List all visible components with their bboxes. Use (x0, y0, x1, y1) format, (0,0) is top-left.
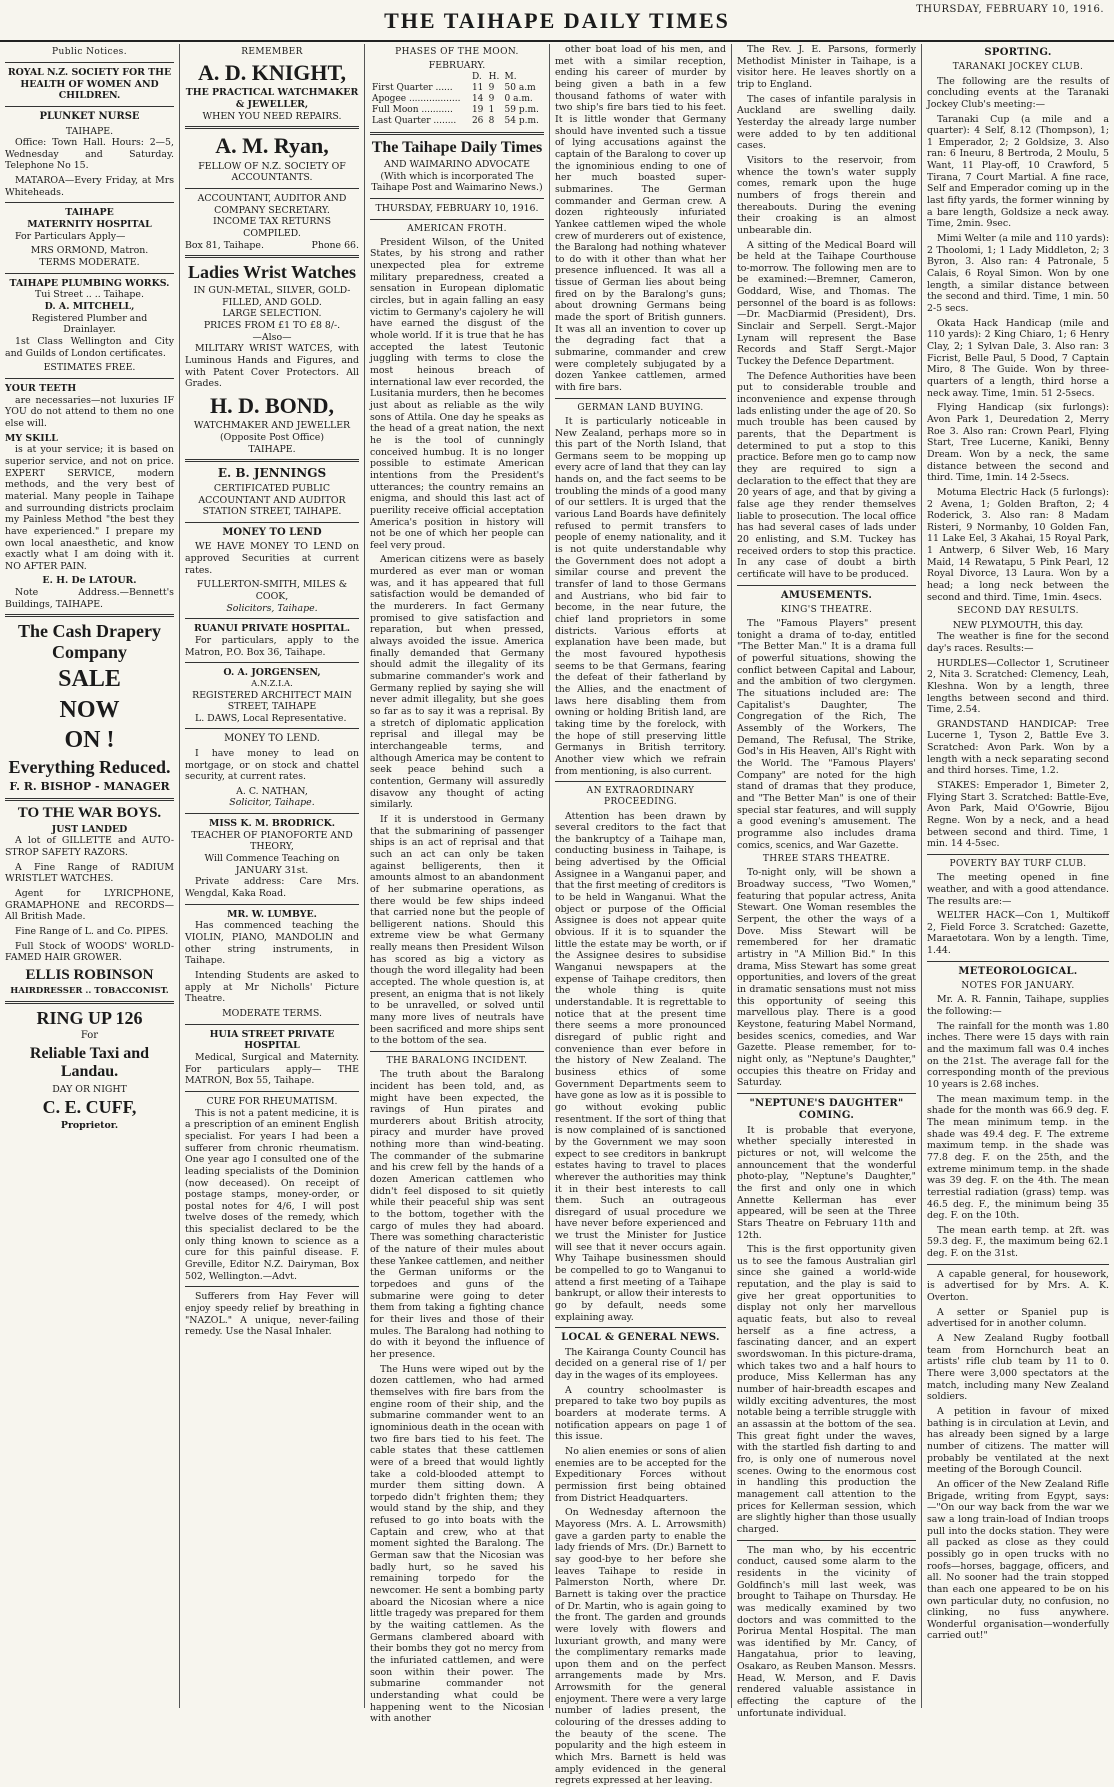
moon-row (370, 105, 544, 116)
moon-cell: Full Moon ........... (372, 105, 453, 116)
daws-rep: L. DAWS, Local Representative. (195, 712, 347, 724)
notes-january-heading: NOTES FOR JANUARY. (961, 981, 1075, 992)
cash-drapery-heading: The Cash Drapery Company (18, 621, 161, 663)
nathan-sub: Solicitor, Taihape. (229, 797, 315, 809)
estimates-free: ESTIMATES FREE. (43, 362, 136, 374)
plymouth-p: The weather is fine for the second day's races. Results:— (927, 631, 1109, 654)
kings-theatre-heading: KING'S THEATRE. (780, 604, 873, 615)
column-6 (922, 44, 1114, 1708)
plymouth-dateline: NEW PLYMOUTH, this day. (952, 619, 1084, 631)
bishop-manager: F. R. BISHOP - MANAGER (9, 779, 170, 793)
brodrick-address: Private address: Care Mrs. Wengdal, Kaka Road. (185, 876, 359, 900)
local-p1: The Kairanga County Council has decided on a general rise of 1/ per day in the wages of its employees. (555, 1346, 726, 1382)
ellis-sub: HAIRDRESSER .. TOBACCONIST. (10, 986, 169, 997)
news-p3: A New Zealand Rugby football team from Hornchurch beat an artists' rifle club team by 11 to 0. There were 3,000 spectators at the match, including many New Zealand soldiers. (927, 1333, 1109, 1403)
bond-sub: WATCHMAKER AND JEWELLER (193, 420, 351, 432)
sport-p6: Motuma Electric Hack (5 furlongs): 2 Avena, 1; Golden Brafton, 2; 4 Roderick, 3. Also ran: 8 Madam Risteri, 9 Normanby, 10 Golden Fan, 11 Lake Eel, 3 Akahai, 15 Royal Park, 1 Antwerp, 6 Silver Web, 16 Mary Maid, 14 Rewatapu, 5 Pink Pearl, 12 Royal Divorce, 13 Laura. Won by a head; a long neck between the second and third. Time, 1min. 4secs. (927, 486, 1109, 603)
now-word: NOW (59, 696, 120, 723)
sport-p3: Mimi Welter (a mile and 110 yards): 2 Thoolomi, 1; 1 Lady Middleton, 2; 3 Byron, 3. Also ran: 4 Patronale, 5 Calais, 6 Royal Simon. Won by one length, a similar distance between the second and third. Time, 1 min. 50 2-5 secs. (927, 233, 1109, 315)
moon-row (370, 83, 544, 94)
wrist-metal: IN GUN-METAL, SILVER, GOLD-FILLED, AND GOLD. (193, 285, 351, 308)
local-general-heading: LOCAL & GENERAL NEWS. (561, 1332, 720, 1344)
moon-cell: Last Quarter ........ (372, 116, 457, 127)
lyrichone-notice: Agent for LYRICPHONE, GRAMAPHONE and RECORDS—All British Made. (5, 888, 174, 923)
also-word: —Also— (252, 331, 292, 343)
on-word: ON ! (64, 727, 115, 754)
neptune-p2: This is the first opportunity given us to see the famous Australian girl since she gained a world-wide reputation, and the play is said to give her great opportunities to display not only her marvellous aquatic feats, but also to reveal herself as a fine actress, a fascinating dancer, and an expert swordswoman. In this picture-drama, which takes two and a half hours to produce, Miss Kellerman has any number of hair-breadth escapes and wildly exciting adventures, the most notable being a terrible struggle with an assassin at the bottom of the sea. This great fight under the waves, with the startled fish darting to and fro, is only one of numerous novel scenes. Owing to the enormous cost in handling this production the management call attention to the prices for Kellerman session, which are slightly higher than those usually charged. (737, 1244, 916, 1535)
bond-place: TAIHAPE. (248, 443, 296, 455)
baralong-p2: The Huns were wiped out by the dozen cattlemen, who had armed themselves with fire bars from the engine room of their ship, and the submarine commander went to an ignominious death in the ocean with two fire bars tied to his feet. The cable states that these cattlemen were of a breed that would lightly take a cold-blooded attempt to murder them sitting down. A torpedo didn't frighten them; they would stand by the ship, and they refused to go into boats with the Captain and crew, who at that moment sighted the Baralong. The German saw that the Nicosian was badly hurt, so he saved his remaining torpedo for the newcomer. He sent a bombing party aboard the Nicosian where a nice little tragedy was prepared for them by the waiting cattlemen. As the Germans clambered aboard with their bombs they got no mercy from the infuriated cattlemen, and were soon within their power. The submarine commander not understanding what could be happening went to the Nicosian with another (370, 1363, 544, 1725)
huia-heading: HUIA STREET PRIVATE HOSPITAL (209, 1028, 335, 1052)
money-to-lend-2: MONEY TO LEND. (224, 733, 320, 745)
for-word: For (80, 1030, 99, 1042)
ring-up: RING UP 126 (36, 1007, 143, 1028)
radium-notice: A Fine Range of RADIUM WRISTLET WATCHES. (5, 861, 174, 885)
lumbye-name: MR. W. LUMBYE. (227, 908, 317, 920)
bond-opposite: (Opposite Post Office) (219, 431, 325, 443)
everything-reduced: Everything Reduced. (8, 757, 171, 778)
ryan-name: A. M. Ryan, (215, 133, 329, 159)
ryan-tax: INCOME TAX RETURNS COMPILED. (212, 216, 332, 239)
moon-header-row (370, 72, 544, 83)
sport-p4: Okata Hack Handicap (mile and 110 yards): 2 King Chiaro, 1; 6 Henry Clay, 2; 1 Sylvan Dale, 3. Also ran: 3 Ficrist, Belle Paul, 5 Dood, 7 Captain Miro, 8 The Guide. Won by three-quarters of a length, third horse a neck away. Time, 1min. 51 2-5secs. (927, 317, 1109, 399)
terms-moderate: TERMS MODERATE. (39, 257, 140, 269)
nathan-name: A. C. NATHAN, (236, 785, 308, 797)
column-2 (180, 44, 365, 1708)
mitchell-sub: Registered Plumber and Drainlayer. (31, 312, 148, 336)
public-notices-heading: Public Notices. (52, 47, 127, 57)
moon-heading: PHASES OF THE MOON. (395, 47, 519, 57)
maternity-heading-a: TAIHAPE (65, 207, 114, 219)
news-p4: A petition in favour of mixed bathing is in circulation at Levin, and has already been signed by a large number of citizens. The matter will probably be ventilated at the next meeting of the Borough Council. (927, 1406, 1109, 1476)
knight-name: A. D. KNIGHT, (197, 60, 347, 86)
moon-cell: 8 (488, 116, 495, 127)
moon-cell: Apogee .................. (372, 94, 461, 105)
teeth-heading: YOUR TEETH (5, 382, 77, 394)
second-day-heading: SECOND DAY RESULTS. (957, 606, 1079, 617)
extraordinary-heading: AN EXTRAORDINARY PROCEEDING. (586, 786, 695, 808)
defence-item: The Defence Authorities have been put to considerable trouble and inconvenience and expense through lads enlisting under the age of 20. So much trouble has been caused by parents, that the Department is determined to put a stop to this practice. Before men go to camp now they are required to sign a declaration to the effect that they are 20 years of age, and that by giving a false age they render themselves liable to prosecution. The local office has had several cases of lads under 20 enlisting, and S.M. Tuckey has received orders to stop this practice. In any case of doubt a birth certificate will have to be produced. (737, 370, 916, 580)
meteo-p2: The rainfall for the month was 1.80 inches. There were 15 days with rain and the maximum fall was 0.4 inches on the 21st. The average fall for the corresponding month of the previous 10 years is 2.68 inches. (927, 1020, 1109, 1090)
sale-word: SALE (58, 665, 121, 692)
sport-p2: Taranaki Cup (a mile and a quarter): 4 Self, 8.12 (Thompson), 1; 1 Emperador, 2; 2 Goldsize, 3. Also ran: 6 Ineuru, 8 Bertroda, 2 Moulu, 5 Want, 11 Play-off, 10 Crawford, 5 Tirana, 7 Court Martial. A fine race, Self and Emperador coming up in the last fifty yards, the former winning by a bare length, Goldsize a neck away. Time, 2min. 9sec. (927, 113, 1109, 230)
paper-title-block: The Taihape Daily Times (371, 138, 543, 156)
meteorological-heading: METEOROLOGICAL. (958, 965, 1078, 977)
poverty-bay-heading: POVERTY BAY TURF CLUB. (949, 859, 1087, 870)
moon-cell: 54 p.m. (504, 116, 539, 127)
gillette-notice: A lot of GILLETTE and AUTO-STROP SAFETY RAZORS. (5, 835, 174, 859)
brodrick-date: Will Commence Teaching on JANUARY 31st. (204, 853, 340, 876)
paper-sub: AND WAIMARINO ADVOCATE (383, 158, 531, 170)
news-p1: A capable general, for housework, is advertised for by Mrs. A. K. Overton. (927, 1268, 1109, 1304)
moon-cell: 50 a.m (504, 82, 536, 93)
money2-text: I have money to lead on mortgage, or on stock and chattel security, at current rates. (185, 747, 359, 783)
moon-header-cell: H. (488, 71, 500, 82)
moon-header-cell: M. (504, 71, 517, 82)
baralong-p1: The truth about the Baralong incident has been told, and, as might have been expected, the ravings of Hun pirates and murderers about British atrocity, piracy and murder have proved nothing more than wind-beating. The commander of the submarine and his crew fell by the hands of a dozen American cattlemen who didn't feel disposed to sit quietly while their peaceful ship was sent to the bottom, together with the cargo of mules they had aboard. There was something characteristic of the nature of their mules about these Yankee cattlemen, and neither the German uniforms or the torpedoes and guns of the submarine were going to deter them from taking a fighting chance for their lives and those of their mules. The Baralong had nothing to do with it beyond the influence of her presence. (370, 1069, 544, 1360)
plunket-office: Office: Town Hall. Hours: 2—5, Wednesday and Saturday. Telephone No 15. (5, 137, 174, 172)
sporting-heading: SPORTING. (984, 47, 1052, 58)
wrist-prices: PRICES FROM £1 TO £8 8/-. (203, 319, 341, 331)
brodrick-sub: TEACHER OF PIANOFORTE AND THEORY, (191, 829, 353, 853)
local-p4: On Wednesday afternoon the Mayoress (Mrs. A. L. Arrowsmith) gave a garden party to enable the lady friends of Mrs. (Dr.) Barnett to say good-bye to her before she leaves Taihape to reside in Palmerston North, where Dr. Barnett is taking over the practice of Dr. Martin, who is again going to the front. The garden and grounds were lovely with flowers and luxuriant growth, and many were the complimentary remarks made upon them and on the perfect arrangements made by Mrs. Arrowsmith for the general enjoyment. There were a very large number of ladies present, the colouring of the dresses adding to the beauty of the scene. The popularity and the high esteem in which Mrs. Barnett is held was amply evidenced in the general regrets expressed at her leaving. (555, 1507, 726, 1787)
neptune-p1: It is probable that everyone, whether specially interested in pictures or not, will welcome the announcement that the wonderful photo-play, "Neptune's Daughter," the first and only one in which Annette Kellerman has ever appeared, will be seen at the Three Stars Theatre on February 11th and 12th. (737, 1124, 916, 1241)
moon-cell: 11 (471, 82, 484, 93)
woods-notice: Full Stock of WOODS' WORLD-FAMED HAIR GROWER. (5, 940, 174, 964)
ryan-contact (185, 240, 359, 252)
editorial-date: THURSDAY, FEBRUARY 10, 1916. (375, 202, 539, 214)
wrist-large: LARGE SELECTION. (222, 308, 322, 320)
paralysis-item: The cases of infantile paralysis in Auckland are swelling daily. Yesterday the already large number were added to by ten additional cases. (737, 93, 916, 152)
baralong-continued: other boat load of his men, and met with a similar reception, ending his career of murder by being given a bath in a few thousand fathoms of water with two ship's fire bars tied to his feet. It is little wonder that Germany should have invented such a tissue of lying accusations against the captain of the Baralong to cover up the ignominious ending to one of her much boasted super-submarines. The German commander and German crew. A dozen righteously infuriated Yankee cattlemen wiped the whole crew of murderers out of existence, the Baralong had nothing whatever to do with it other than what her presence influenced. It was all a tissue of German lies about being fired on by the Baralong's guns; about drowning Germans being made the sport of British gunners. It was all an invention to cover up the degrading fact that a submarine, commander and crew were completely subjugated by a dozen Yankee cattlemen, armed with fire bars. (555, 44, 726, 394)
knight-tag: WHEN YOU NEED REPAIRS. (202, 110, 342, 122)
teeth-text: are necessaries—not luxuries IF YOU do not attend to them no one else will. (5, 394, 174, 429)
ryan-phone: Phone 66. (311, 239, 359, 251)
poverty-p: The meeting opened in fine weather, and with a good attendance. The results are:— (927, 872, 1109, 907)
meteo-p3: The mean maximum temp. in the shade for the month was 66.9 deg. F. The mean minimum temp. in the shade was 49.4 deg. F. The extreme maximum temp. in the shade was 77.8 deg. F. on the 25th, and the extreme minimum temp. in the shade was 39 deg. F. on the 4th. The mean terrestial radiation (grass) temp. was 46.5 deg. F., the minimum being 35 deg. F. on the 10th. (927, 1093, 1109, 1222)
moon-cell: 19 (471, 105, 484, 116)
froth-p3: If it is understood in Germany that the submarining of passenger ships is an act of reprisal and that such an act can only be taken against belligerents, then it amounts almost to an abandonment of her submarine operations, as there would be few ships indeed that carried none but the people of belligerent nations. Should this extreme view be what Germany really means then President Wilson has scored as big a victory as though the word illegality had been accepted. The whole question is, at present, an enigma that is not likely to be unravelled, or solved until many more lives of neutrals have been sacrificed and more ships sent to the bottom of the sea. (370, 813, 544, 1047)
sport-p8: GRANDSTAND HANDICAP: Tree Lucerne 1, Tyson 2, Battle Eve 3. Scratched: Avon Park. Won by a length with a neck separating second and third horses. Time, 1.2. (927, 718, 1109, 777)
sport-p1: The following are the results of concluding events at the Taranaki Jockey Club's meeting:— (927, 75, 1109, 110)
lumbye-text: Has commenced teaching the VIOLIN, PIANO, MANDOLIN and other string instruments, in Taihape. (185, 920, 359, 967)
jennings-name: E. B. JENNINGS (217, 466, 327, 481)
local-p3: No alien enemies or sons of alien enemies are to be accepted for the Expeditionary Forces without permission first being obtained from District Headquarters. (555, 1446, 726, 1504)
lumbye-apply: Intending Students are asked to apply at Mr Nicholls' Picture Theatre. (185, 970, 359, 1005)
ryan-box: Box 81, Taihape. (185, 239, 264, 251)
cuff-name: C. E. CUFF, (42, 1097, 137, 1118)
newspaper-title: THE TAIHAPE DAILY TIMES (384, 8, 730, 33)
war-boys-heading: TO THE WAR BOYS. (17, 804, 162, 821)
ruanui-text: For particulars, apply to the Matron, P.O. Box 36, Taihape. (185, 635, 359, 658)
royal-society-notice: ROYAL N.Z. SOCIETY FOR THE HEALTH OF WOMEN AND CHILDREN. (7, 67, 172, 102)
moon-table (370, 72, 544, 128)
masthead (0, 0, 1114, 42)
moon-header-cell (370, 72, 470, 83)
remember-heading: REMEMBER (241, 47, 303, 57)
maternity-heading-b: MATERNITY HOSPITAL (27, 219, 152, 231)
jorgensen-name: O. A. JORGENSEN, (223, 667, 321, 679)
moon-cell: 26 (471, 116, 484, 127)
bond-name: H. D. BOND, (209, 392, 335, 418)
froth-heading: AMERICAN FROTH. (407, 223, 507, 234)
meteo-p4: The mean earth temp. at 2ft. was 59.3 deg. F., the maximum being 62.1 deg. F. on the 31st. (927, 1224, 1109, 1260)
moon-cell: 9 (488, 82, 495, 93)
skill-text: is at your service; it is based on superior service, and not on price. EXPERT SERVICE, modern methods, and the very best of material. Many people in Taihape and surrounding districts proclaim my Painless Method "the best they have experienced." I prepare my own local anaesthetic, and know exactly what I am doing with it. NO AFTER PAIN. (5, 444, 174, 572)
three-stars-p1: To-night only, will be shown a Broadway success, "Two Women," featuring that popular actress, Anita Stewart. One Woman resembles the Serpent, the other the ways of a Dove. Miss Stewart will be remembered for her dramatic artistry in "A Million Bid." In this drama, Miss Stewart has some great opportunities, and lovers of the great in dramatic sensations must not miss this opportunity of seeing this marvellous play. There is a good Keystone, featuring Mabel Normand, besides scenics, comedies, and War Gazette. Please remember, for to-night only, as "Neptune's Daughter," occupies this theatre on Friday and Saturday. (737, 867, 916, 1089)
news-p5: An officer of the New Zealand Rifle Brigade, writing from Egypt, says:—"On our way back from the war we saw a long train-load of Indian troops pull into the docks station. They were all packed as close as they could possibly go in open trucks with no roofs—horses, baggage, officers, and all. No sooner had the train stopped than each one appeared to be on his own particular duty, no confusion, no clinking, no fuss anywhere. Wonderful organisation—wonderfully carried out!" (927, 1478, 1109, 1642)
sport-p5: Flying Handicap (six furlongs): Avon Park 1, Deuredation 2, Merry Roe 3. Also ran: Crown Pearl, Flying Start, Tree Lucerne, Kaniki, Benny Dream. Won by a neck, the same distance between the second and third. Time, 1min. 14 2-5secs. (927, 402, 1109, 484)
medical-board-item: A sitting of the Medical Board will be held at the Taihape Courthouse to-morrow. The following men are to be examined:—Bremner, Cameron, Goddard, Wise, and Thomas. The personnel of the board is as follows:—Dr. MacDiarmid (President), Drs. Sinclair and Serpell. Sergt.-Major Lynam will represent the Base Records and Staff Sergt.-Major Tuckey the Defence Department. (737, 239, 916, 368)
moon-cell: 1 (488, 105, 495, 116)
moon-row (370, 94, 544, 105)
land-buying-heading: GERMAN LAND BUYING. (577, 402, 704, 413)
jorgensen-quals: A.N.Z.I.A. (251, 678, 293, 689)
kings-p1: The "Famous Players" present tonight a drama of to-day, entitled "The Better Man." It is a drama full of powerful situations, showing the conflict between Capital and Labour, and the ambition of two clergymen. The situations included are: The Capitalist's Daughter, The Congregation of the Rich, The Assembly of the Workers, The Demand, The Refusal, The Strike, God's in His Heaven, All's Right with the World. The "Famous Players' Company" are noted for the high stand of dramas that they produce, and "The Better Man" is one of their special star features, and will supply a good evening's amusement. The programme also includes drama comics, scenics, and War Gazette. (737, 618, 916, 851)
delatour-name: E. H. De LATOUR. (42, 575, 137, 587)
military-watches: MILITARY WRIST WATCES, with Luminous Hands and Figures, and with Patent Cover Protectors. All Grades. (185, 343, 359, 390)
ellis-robinson: ELLIS ROBINSON (25, 967, 154, 983)
welter-hack: WELTER HACK—Con 1, Multikoff 2, Field Force 3. Scratched: Gazette, Maraetotara. Won by a length. Time, 1.44. (927, 910, 1109, 957)
three-stars-heading: THREE STARS THEATRE. (762, 854, 891, 865)
column-4 (550, 44, 732, 1787)
plumbing-street: Tui Street .. .. Taihape. (35, 289, 144, 301)
column-3 (365, 44, 550, 1725)
sport-p9: STAKES: Emperador 1, Bimeter 2, Flying Start 3. Scratched: Battle-Eve, Avon Park, Maid O'Gowrie, Bijou Regne. Won by a neck, and a head between second and third. Time, 1 min. 14 4-5sec. (927, 780, 1109, 850)
moon-cell: 9 (488, 94, 495, 105)
proprietor: Proprietor. (60, 1119, 119, 1131)
cure-text: This is not a patent medicine, it is a prescription of an eminent English specialist. For years I had been a sufferer from chronic rheumatism. One year ago I consulted one of the leading specialists of the Dominion (now deceased). On receipt of postage stamps, money-order, or postal notes for 4/6, I will post twelve doses of the remedy, which this specialist declared to be the only thing known to science as a cure for this painful disease. F. Greville, Editor N.Z. Dairyman, Box 502, Wellington.—Advt. (185, 1107, 359, 1282)
maternity-apply: For Particulars Apply— (15, 230, 126, 242)
amusements-heading: AMUSEMENTS. (780, 589, 873, 601)
delatour-address: Note Address.—Bennett's Buildings, TAIHAPE. (5, 587, 174, 610)
plunket-nurse-heading: PLUNKET NURSE (39, 111, 140, 123)
column-1 (0, 44, 180, 1708)
eccentric-man-item: The man who, by his eccentric conduct, caused some alarm to the residents in the vicinity of Goldfinch's mill last week, was brought to Taihape on Thursday. He was medically examined by two doctors and was committed to the Porirua Mental Hospital. The man was identified by Mr. Cancy, of Hangatahua, prior to leaving, Osakaro, as Reuben Manson. Messrs. Head, W. Merson, and F. Davis rendered valuable assistance in effecting the capture of the unfortunate individual. (737, 1544, 916, 1719)
plunket-place: TAIHAPE. (65, 125, 114, 137)
moon-month: FEBRUARY. (428, 60, 486, 72)
moon-cell: 59 p.m. (504, 105, 539, 116)
jennings-sub: CERTIFICATED PUBLIC ACCOUNTANT AND AUDITOR (198, 483, 346, 506)
plumbing-heading: TAIHAPE PLUMBING WORKS. (9, 277, 170, 289)
taranaki-heading: TARANAKI JOCKEY CLUB. (952, 62, 1084, 73)
paper-note: (With which is incorporated The Taihape Post and Waimarino News.) (371, 170, 543, 194)
moderate-terms: MODERATE TERMS. (222, 1007, 322, 1019)
jennings-address: STATION STREET, TAIHAPE. (202, 506, 342, 518)
parsons-item: The Rev. J. E. Parsons, formerly Methodist Minister in Taihape, is a visitor here. He leaves shortly on a trip to England. (737, 44, 916, 90)
huia-text: Medical, Surgical and Maternity. For particulars apply— THE MATRON, Box 55, Taihape. (185, 1051, 359, 1087)
jorgensen-sub: REGISTERED ARCHITECT MAIN STREET, TAIHAPE (192, 689, 352, 713)
fullerton-sub: Solicitors, Taihape. (226, 602, 318, 614)
day-or-night: DAY OR NIGHT (52, 1083, 127, 1095)
neptune-heading: "NEPTUNE'S DAUGHTER" COMING. (749, 1097, 904, 1122)
news-p2: A setter or Spaniel pup is advertised for in another column. (927, 1306, 1109, 1330)
skill-heading: MY SKILL (5, 432, 58, 444)
meteo-p1: Mr. A. R. Fannin, Taihape, supplies the following:— (927, 994, 1109, 1017)
money-to-lend: MONEY TO LEND (222, 527, 322, 539)
fullerton-name: FULLERTON-SMITH, MILES & COOK, (196, 579, 348, 603)
moon-header-cell: D. (471, 71, 482, 82)
ruanui-heading: RUANUI PRIVATE HOSPITAL. (193, 623, 351, 635)
moon-cell: 14 (471, 94, 484, 105)
pipes-notice: Fine Range of L. and Co. PIPES. (15, 926, 169, 938)
wrist-watches-heading: Ladies Wrist Watches (187, 262, 357, 283)
money-text: WE HAVE MONEY TO LEND on approved Securities at current rates. (185, 541, 359, 576)
froth-p2: American citizens were as basely murdered as ever man or woman was, and it has appeared that full satisfaction would be demanded of the murderers. In fact Germany promised to give satisfaction and reparation, but when pressed, always avoided the issue. America finally demanded that Germany should admit the illegality of its submarine commander's work and Germany replied by saying she will never admit illegality, but she goes so far as to say it was a reprisal. By a stretch of diplomatic application reprisal and illegal may be interchangeable terms, and although America may be content to seek peace behind such a contention, Germany will assuredly disavow any thought of acting similarly. (370, 554, 544, 811)
baralong-heading: THE BARALONG INCIDENT. (386, 1056, 528, 1067)
ryan-accountant: ACCOUNTANT, AUDITOR AND COMPANY SECRETARY. (197, 193, 347, 216)
maternity-matron: MRS ORMOND, Matron. (30, 245, 149, 257)
just-landed: JUST LANDED (51, 823, 128, 835)
froth-p1: President Wilson, of the United States, by his strong and rather unexpected plea for extreme military preparedness, created a sensation in European diplomatic circles, but in again falling an easy victim to Germany's cajolery he will have earned the disgust of the whole world. If it is true that he has accepted the latest Teutonic juggling with terms to close the most heinous breach of international law ever recorded, the Lusitania murders, then he becomes just about as reliable as the wily sons of Attila. One day he speaks as the head of a great nation, the next he is the tool of cunningly conceived humbug. It is no longer possible to estimate American intentions from the President's utterances; the country remains an enigma, and should this last act of puerility receive official acceptation America's position in history will not be one of which her people can feel very proud. (370, 236, 544, 551)
extraordinary-p1: Attention has been drawn by several creditors to the fact that the bankruptcy of a Taihape man, conducting business in Taihape, is being advertised by the Official Assignee in a Wanganui paper, and that the first meeting of creditors is to be held in Wanganui. What the object or purpose of the Official Assignee is does not appear quite obvious. If it is to squander the little the estate may be worth, or if the Assignee desires to subsidise Wanganui newspapers at the expense of Taihape creditors, then the whole thing is quite understandable. It is regrettable to notice that at the present time there seems a more pronounced disregard of public right and convenience than ever before in the history of New Zealand. The business ethics of some Government Departments seem to have gone as low as it is possible to go without evoking public resentment. If the sort of thing that is now complained of is sanctioned by the Government we may soon expect to see creditors in bankrupt estates having to travel to places wherever the authorities may think it in their best interests to call them. Such an outrageous disregard of usual procedure we have never before experienced and we trust the Minister for Justice will see that it never occurs again. Why Taihape businessmen should be compelled to go to Wanganui to attend a first meeting of a Taihape bankrupt, or allow their interests to go by default, needs some explaining away. (555, 810, 726, 1323)
land-buying-p1: It is particularly noticeable in New Zealand, perhaps more so in this part of the North Island, that Germans seem to be mopping up every acre of land that they can lay hands on, and the fact seems to be troubling the minds of a good many of our settlers. It is urged that the various Land Boards have definitely refused to permit transfers to people of enemy nationality, and it is not quite understandable why the Government does not adopt a similar course and prevent the transfer of land to those Germans and Austrians, who bid fair to become, in the near future, the chief land proprietors in some districts. Various efforts at explanation have been made, but the most favoured hypothesis seems to be that Germans, fearing the defeat of their fatherland by the Allies, and the enactment of laws here disabling them from owning or holding British land, are taking time by the forelock, with the hope of still preserving little Germanys in British territory. Another view which we refrain from mentioning, is also current. (555, 415, 726, 777)
moon-cell: 0 a.m. (504, 94, 533, 105)
knight-sub: THE PRACTICAL WATCHMAKER & JEWELLER, (185, 87, 359, 111)
mitchell-class: 1st Class Wellington and City and Guilds of London certificates. (5, 336, 174, 359)
local-p2: A country schoolmaster is prepared to take two boy pupils as boarders at moderate terms. A notification appears on page 1 of this issue. (555, 1384, 726, 1443)
hay-fever: Sufferers from Hay Fever will enjoy speedy relief by breathing in "NAZOL." A unique, never-failing remedy. Use the Nasal Inhaler. (185, 1291, 359, 1338)
mitchell-name: D. A. MITCHELL, (44, 301, 135, 313)
moon-row (370, 116, 544, 127)
reservoir-item: Visitors to the reservoir, from whence the town's water supply comes, remark upon the huge numbers of frogs therein and thereabouts. During the evening their croaking is an almost unbearable din. (737, 154, 916, 236)
reliable-taxi: Reliable Taxi and Landau. (29, 1044, 150, 1081)
moon-cell: First Quarter ...... (372, 82, 453, 93)
column-5 (732, 44, 922, 1719)
sport-p7: HURDLES—Collector 1, Scrutineer 2, Nita 3. Scratched: Clemency, Leah, Kleshna. Won by a length, three lengths between second and third. Time, 2.54. (927, 657, 1109, 716)
masthead-date: THURSDAY, FEBRUARY 10, 1916. (916, 4, 1104, 15)
ryan-fellow: FELLOW OF N.Z. SOCIETY OF ACCOUNTANTS. (198, 160, 346, 184)
brodrick-name: MISS K. M. BRODRICK. (208, 818, 335, 830)
cure-heading: CURE FOR RHEUMATISM. (206, 1095, 338, 1107)
mataroa-notice: MATAROA—Every Friday, at Mrs Whiteheads. (5, 175, 174, 198)
